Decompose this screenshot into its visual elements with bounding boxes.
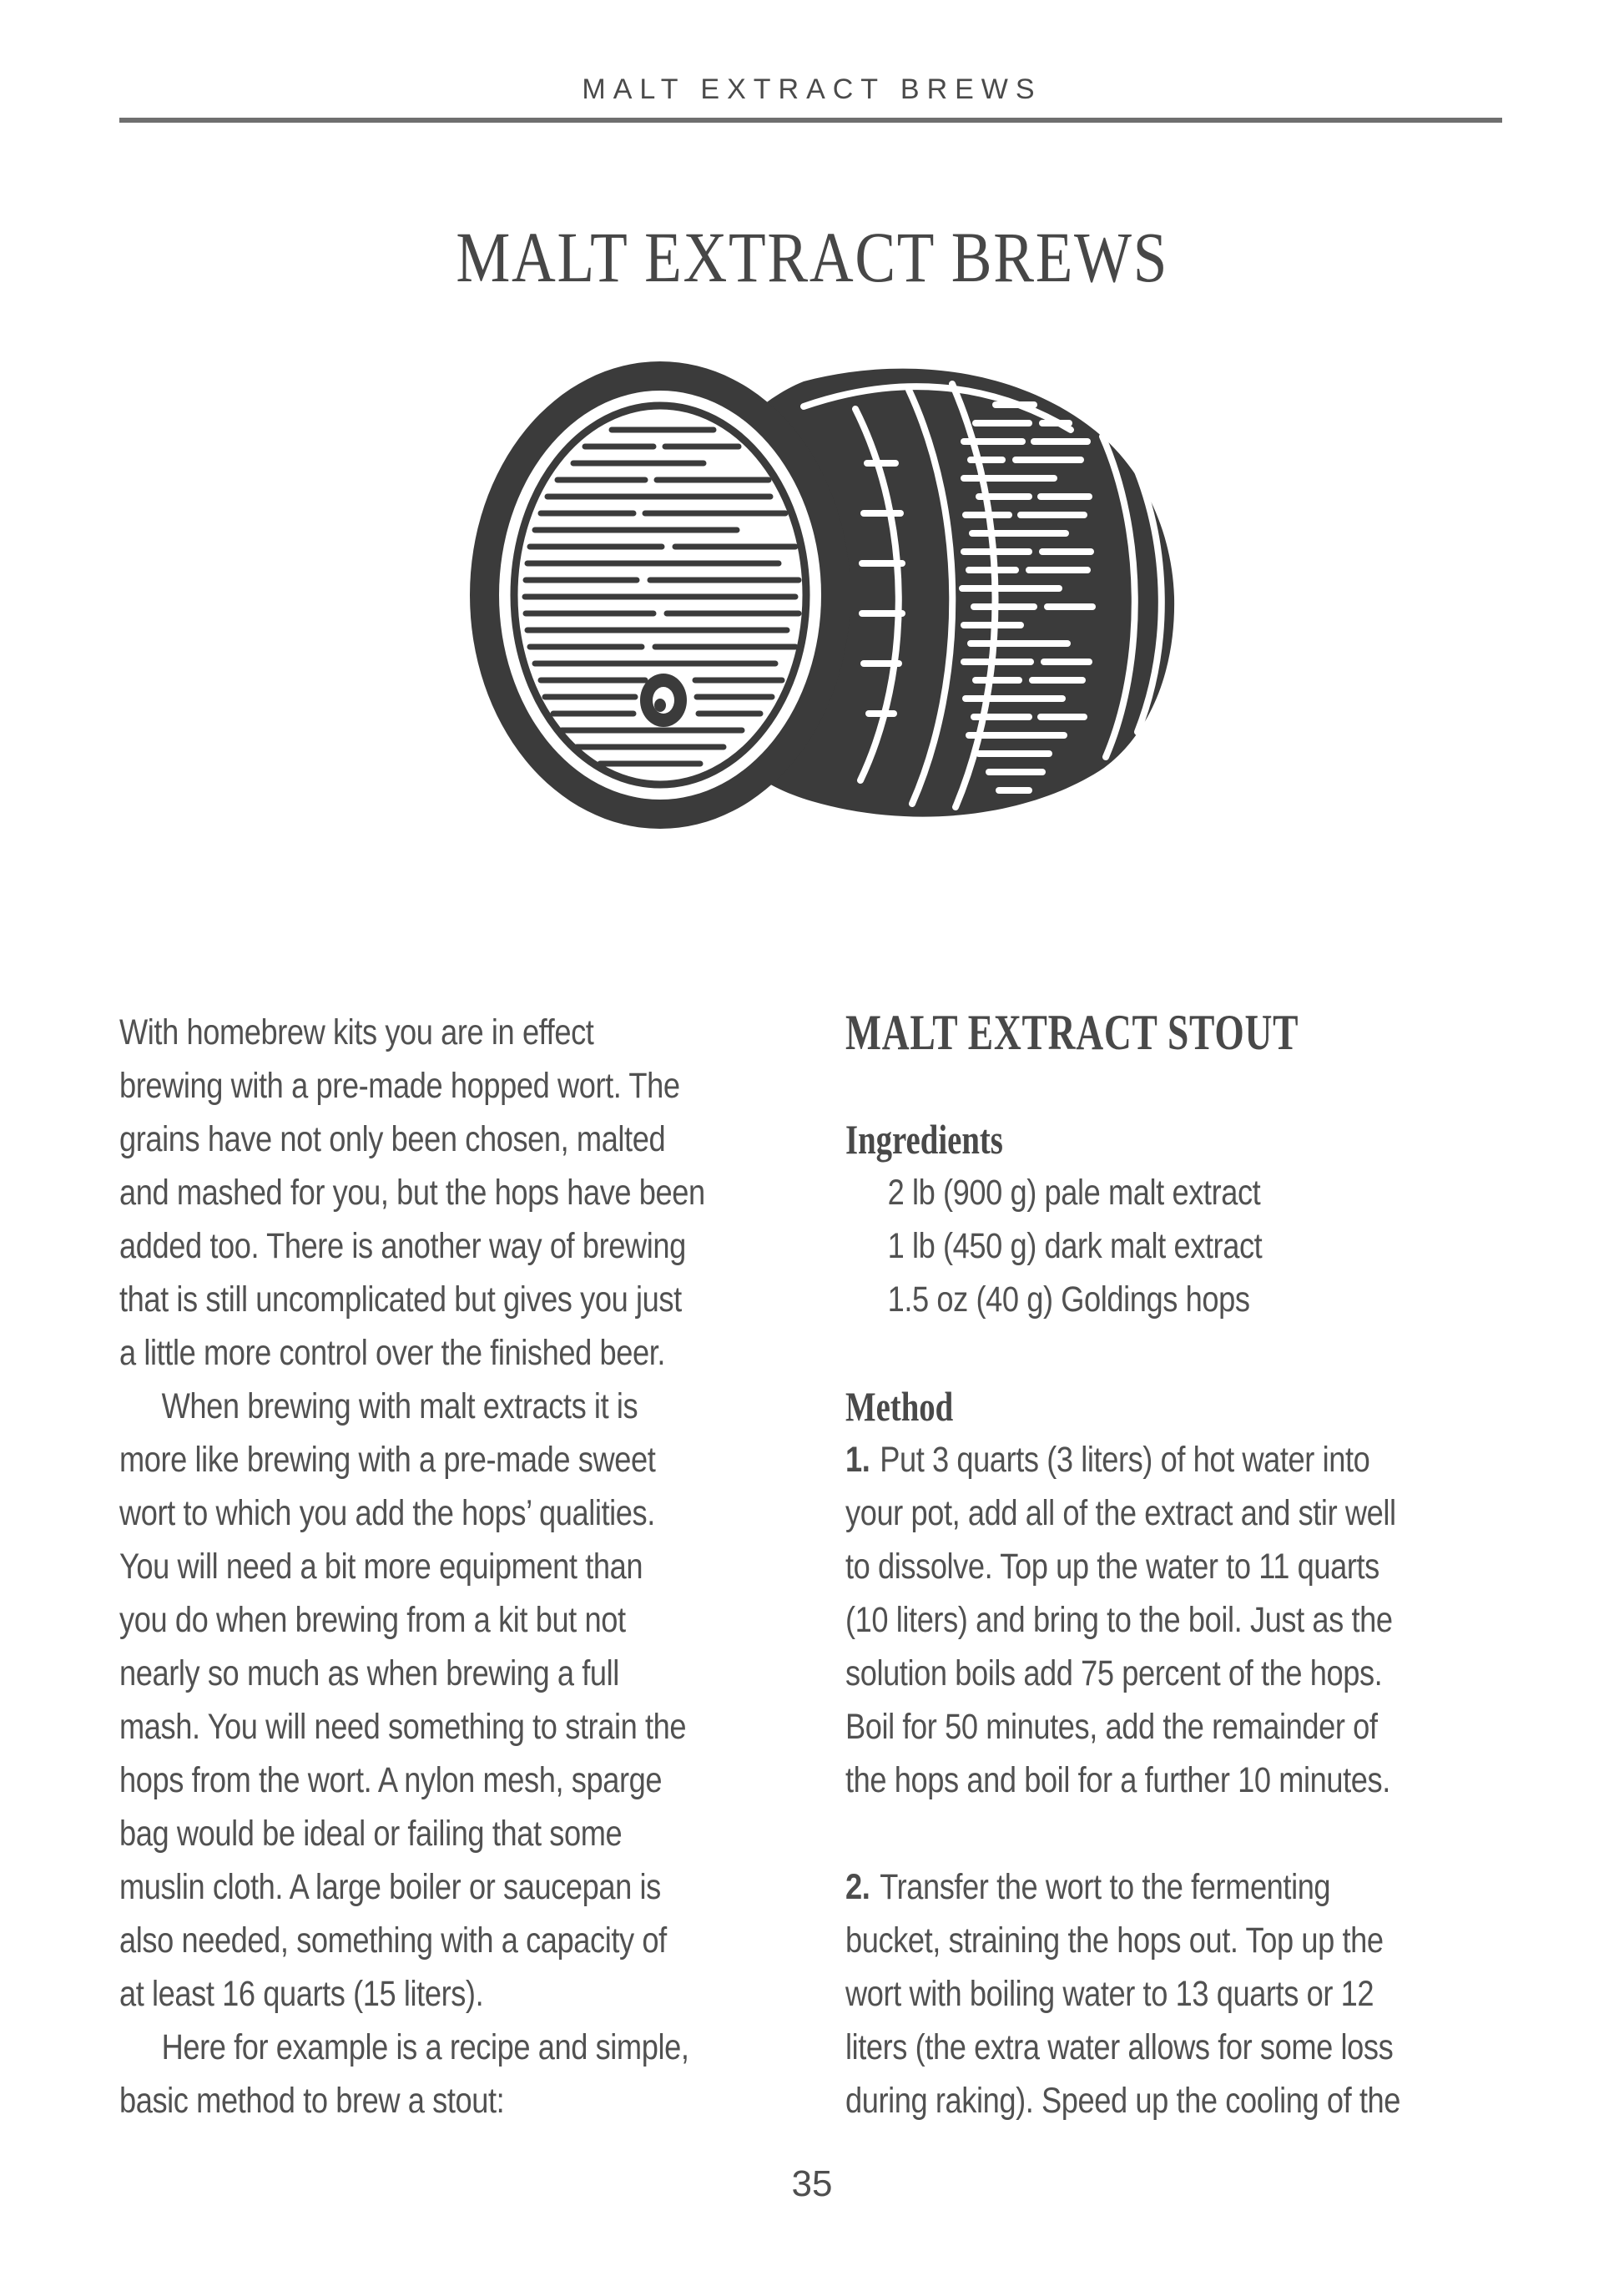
text-line: and mashed for you, but the hops have been	[119, 1173, 705, 1213]
method-step-line: wort with boiling water to 13 quarts or 12	[845, 1974, 1374, 2014]
text-line: basic method to brew a stout:	[119, 2081, 505, 2121]
text-line: When brewing with malt extracts it is	[161, 1386, 638, 1426]
text-line: mash. You will need something to strain the	[119, 1707, 687, 1747]
text-line: muslin cloth. A large boiler or saucepan is	[119, 1867, 661, 1907]
text-line: more like brewing with a pre-made sweet	[119, 1440, 656, 1480]
text-line: also needed, something with a capacity of	[119, 1920, 667, 1961]
method-step-line: bucket, straining the hops out. Top up the	[845, 1920, 1384, 1961]
ingredient-line: 2 lb (900 g) pale malt extract	[887, 1173, 1261, 1213]
spacer	[845, 1807, 1506, 1860]
method-step-line: the hops and boil for a further 10 minutes.	[845, 1760, 1390, 1800]
method-step-line: Boil for 50 minutes, add the remainder of	[845, 1707, 1378, 1747]
page-title-text: MALT EXTRACT BREWS	[456, 217, 1168, 297]
step-number: 1.	[845, 1440, 870, 1480]
step-number: 2.	[845, 1867, 870, 1907]
ingredient-line: 1.5 oz (40 g) Goldings hops	[887, 1279, 1250, 1320]
spacer	[845, 1326, 1506, 1380]
method-step-line: to dissolve. Top up the water to 11 quarts	[845, 1547, 1379, 1587]
method-step-line: (10 liters) and bring to the boil. Just as the	[845, 1600, 1393, 1640]
method-step-line: solution boils add 75 percent of the hops.	[845, 1653, 1383, 1693]
step-text: Put 3 quarts (3 liters) of hot water into	[880, 1440, 1370, 1480]
text-line: brewing with a pre-made hopped wort. The	[119, 1066, 680, 1106]
running-head: MALT EXTRACT BREWS	[582, 73, 1042, 105]
text-line: bag would be ideal or failing that some	[119, 1814, 623, 1854]
recipe-column	[845, 1006, 1505, 2127]
method-step-line: during raking). Speed up the cooling of the	[845, 2081, 1401, 2121]
text-line: grains have not only been chosen, malted	[119, 1119, 666, 1159]
header-rule	[119, 118, 1502, 123]
text-line: Here for example is a recipe and simple,	[161, 2027, 689, 2067]
ingredient-line: 1 lb (450 g) dark malt extract	[887, 1226, 1263, 1266]
ingredients-heading: Ingredients	[845, 1116, 1003, 1163]
barrel-illustration	[445, 346, 1179, 830]
method-step-line: liters (the extra water allows for some loss	[845, 2027, 1394, 2067]
left-text-column	[119, 1006, 762, 2127]
method-step-line	[845, 1860, 1506, 1914]
text-line: you do when brewing from a kit but not	[119, 1600, 626, 1640]
recipe-title: MALT EXTRACT STOUT	[845, 1005, 1299, 1060]
text-line: at least 16 quarts (15 liters).	[119, 1974, 484, 2014]
method-step-line: your pot, add all of the extract and stir well	[845, 1493, 1396, 1533]
text-line: You will need a bit more equipment than	[119, 1547, 643, 1587]
text-line: a little more control over the finished beer.	[119, 1333, 666, 1373]
spacer	[845, 1059, 1506, 1113]
text-line: that is still uncomplicated but gives you just	[119, 1279, 682, 1320]
text-line: wort to which you add the hops’ qualities.	[119, 1493, 655, 1533]
step-text: Transfer the wort to the fermenting	[880, 1867, 1331, 1907]
method-heading: Method	[845, 1383, 954, 1430]
text-line: nearly so much as when brewing a full	[119, 1653, 619, 1693]
barrel-woodcut-svg	[445, 346, 1179, 830]
text-line: hops from the wort. A nylon mesh, sparge	[119, 1760, 663, 1800]
page-title	[0, 215, 1624, 299]
text-line: added too. There is another way of brewing	[119, 1226, 686, 1266]
page-number: 35	[791, 2163, 833, 2204]
method-step-line	[845, 1433, 1506, 1486]
text-line: With homebrew kits you are in effect	[119, 1012, 594, 1052]
